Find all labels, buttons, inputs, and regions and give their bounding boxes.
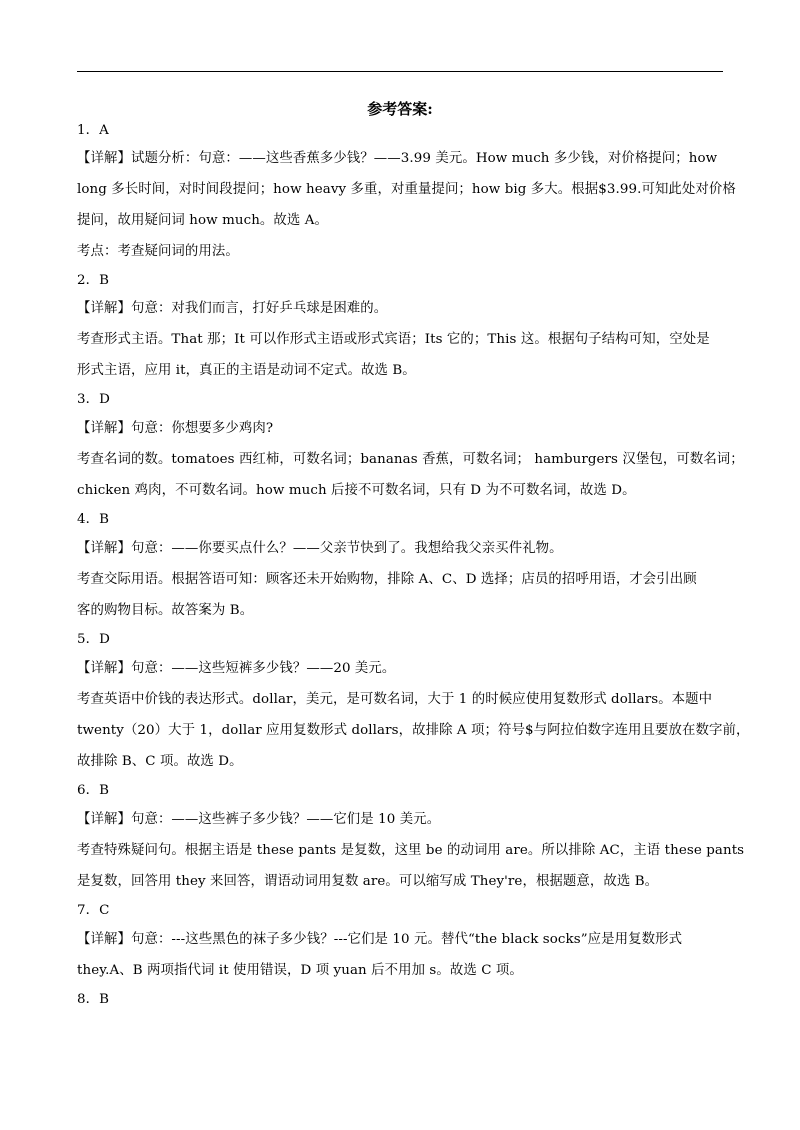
answer-number: 7．C [77, 903, 110, 918]
answer-text-line: 考查英语中价钱的表达形式。dollar，美元，是可数名词，大于 1 的时候应使用复数形式 dollars。本题中 [77, 692, 713, 707]
answer-text-line: 考点：考查疑问词的用法。 [77, 244, 239, 259]
answer-text-line: chicken 鸡肉，不可数名词。how much 后接不可数名词，只有 D 为不可数名词，故选 D。 [77, 483, 636, 498]
answer-text-line: 考查名词的数。tomatoes 西红柿，可数名词；bananas 香蕉，可数名词； hamburgers 汉堡包，可数名词； [77, 452, 744, 467]
answer-number: 4．B [77, 512, 110, 527]
answer-text-line: 【详解】句意：——这些裤子多少钱？——它们是 10 美元。 [77, 812, 441, 827]
answer-text-line: 【详解】句意：——你要买点什么？——父亲节快到了。我想给我父亲买件礼物。 [77, 541, 563, 556]
answer-text-line: 【详解】句意：---这些黑色的袜子多少钱？---它们是 10 元。替代“the black socks”应是用复数形式 [77, 932, 683, 947]
answer-text-line: 【详解】句意：你想要多少鸡肉? [77, 421, 274, 436]
answer-number: 5．D [77, 632, 110, 647]
answer-number: 3．D [77, 392, 110, 407]
answer-number: 1．A [77, 123, 109, 138]
answer-number: 6．B [77, 783, 110, 798]
answer-text-line: 故排除 B、C 项。故选 D。 [77, 754, 243, 769]
answer-number: 8．B [77, 992, 110, 1007]
answer-text-line: 形式主语，应用 it，真正的主语是动词不定式。故选 B。 [77, 363, 416, 378]
answer-text-line: 【详解】句意：对我们而言，打好乒乓球是困难的。 [77, 301, 388, 316]
header-rule [77, 71, 723, 72]
answer-text-line: 是复数，回答用 they 来回答，谓语动词用复数 are。可以缩写成 They're，根据题意，故选 B。 [77, 874, 659, 889]
answer-number: 2．B [77, 273, 110, 288]
answer-text-line: 考查形式主语。That 那；It 可以作形式主语或形式宾语；Its 它的；This 这。根据句子结构可知，空处是 [77, 332, 710, 347]
answer-text-line: 客的购物目标。故答案为 B。 [77, 603, 254, 618]
answer-text-line: 【详解】句意：——这些短裤多少钱？——20 美元。 [77, 661, 396, 676]
page-title: 参考答案: [367, 100, 433, 118]
answer-text-line: 考查交际用语。根据答语可知：顾客还未开始购物，排除 A、C、D 选择；店员的招呼用语，才会引出顾 [77, 572, 697, 587]
answer-text-line: 【详解】试题分析：句意：——这些香蕉多少钱？——3.99 美元。How much 多少钱，对价格提问；how [77, 151, 718, 166]
answer-text-line: 提问，故用疑问词 how much。故选 A。 [77, 213, 329, 228]
answer-text-line: 考查特殊疑问句。根据主语是 these pants 是复数，这里 be 的动词用 are。所以排除 AC，主语 these pants [77, 843, 745, 858]
answer-text-line: twenty（20）大于 1，dollar 应用复数形式 dollars，故排除 A 项；符号$与阿拉伯数字连用且要放在数字前， [77, 723, 750, 738]
answer-text-line: they.A、B 两项指代词 it 使用错误，D 项 yuan 后不用加 s。故选 C 项。 [77, 963, 523, 978]
answer-text-line: long 多长时间，对时间段提问；how heavy 多重，对重量提问；how big 多大。根据$3.99.可知此处对价格 [77, 182, 736, 197]
